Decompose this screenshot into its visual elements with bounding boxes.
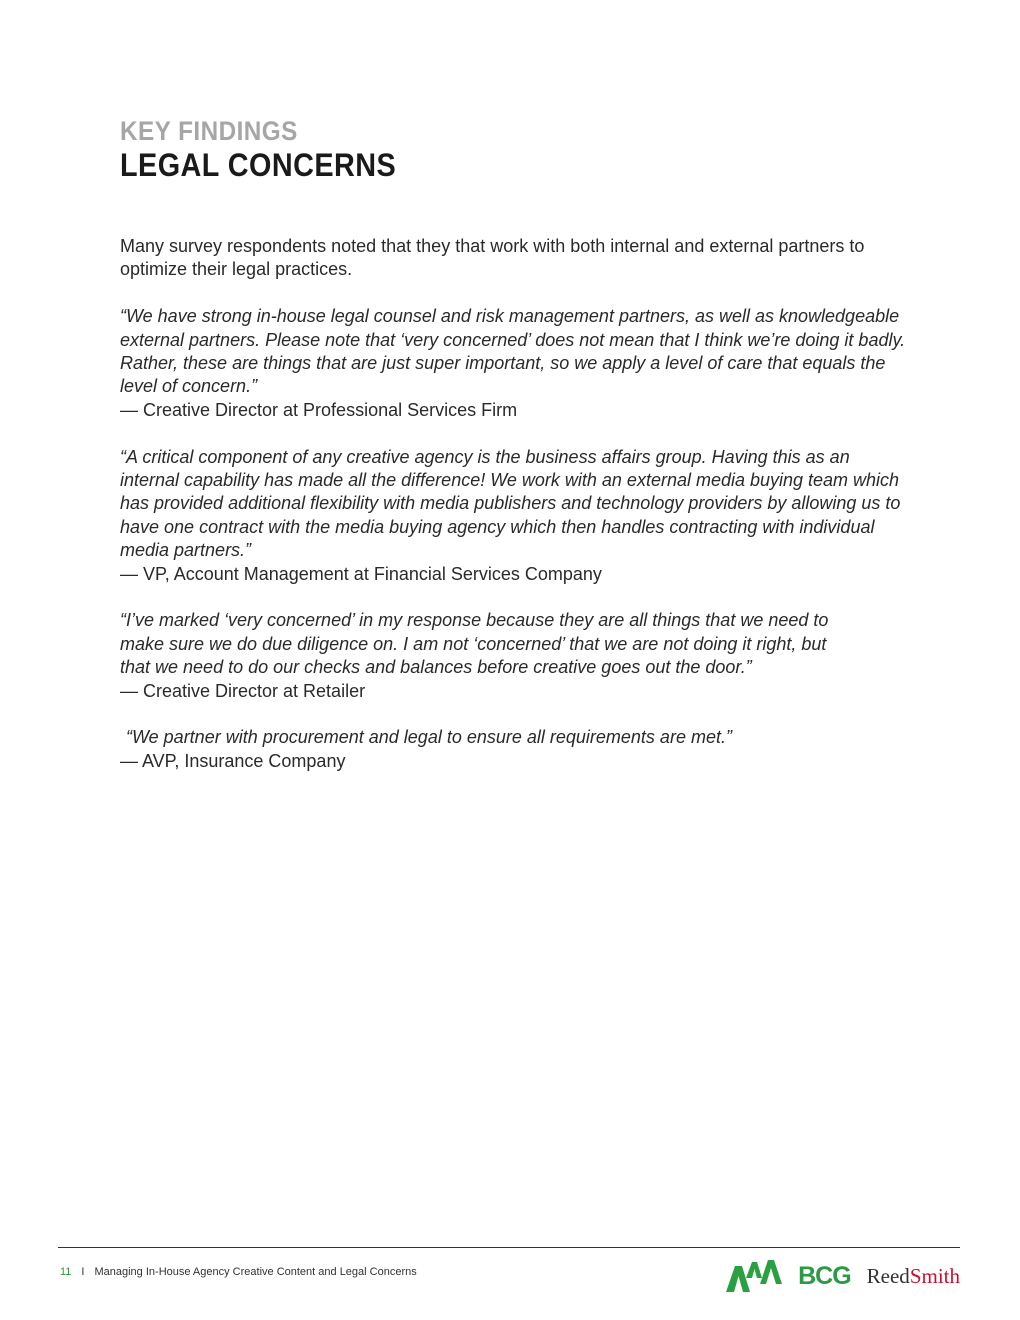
quote-text: “We have strong in-house legal counsel and risk management partners, as well as knowledgeable external partners. Please note that ‘very concerned’ does not mean that I think we’re doing it badly. Rather, these are things that are just super important, so we apply a level of care that equals the level of concern.” [120,306,906,397]
footer-info [60,1266,417,1278]
quote-text: “I’ve marked ‘very concerned’ in my response because they are all things that we need to make sure we do due diligence on. I am not ‘concerned’ that we are not doing it right, but that we need to do our checks and balances before creative goes out the door.” [120,610,829,678]
page-title: LEGAL CONCERNS [120,147,397,183]
footer-divider [58,1247,960,1248]
reedsmith-logo-part2: Smith [909,1264,960,1288]
quote-attribution: — Creative Director at Retailer [120,680,366,701]
reedsmith-logo-part1: Reed [866,1264,910,1288]
bcg-logo: BCG [798,1262,851,1290]
body-content [120,235,920,797]
quote-block [120,446,920,586]
quote-attribution: — VP, Account Management at Financial Services Company [120,563,602,584]
footer-separator: I [81,1266,85,1278]
footer-doc-title: Managing In-House Agency Creative Content and Legal Concerns [94,1266,417,1278]
section-kicker: KEY FINDINGS [120,116,298,146]
quote-block [120,609,920,703]
quote-text: “We partner with procurement and legal to ensure all requirements are met.” [126,727,732,748]
quote-block [120,726,920,773]
quote-attribution: — Creative Director at Professional Services Firm [120,399,518,420]
quote-block [120,305,920,422]
page-header [120,116,427,184]
page-number: 11 [60,1266,72,1278]
ana-logo [726,1258,782,1292]
intro-paragraph: Many survey respondents noted that they that work with both internal and external partners to optimize their legal practices. [120,236,865,280]
partner-logos [726,1256,960,1292]
quote-text: “A critical component of any creative agency is the business affairs group. Having this as an internal capability has made all the difference! We work with an external media buying team which has provided additional flexibility with media publishers and technology providers by allowing us to have one contract with the media buying agency which then handles contracting with individual media partners.” [120,446,901,561]
reedsmith-logo [867,1264,960,1292]
quote-attribution: — AVP, Insurance Company [120,750,346,771]
